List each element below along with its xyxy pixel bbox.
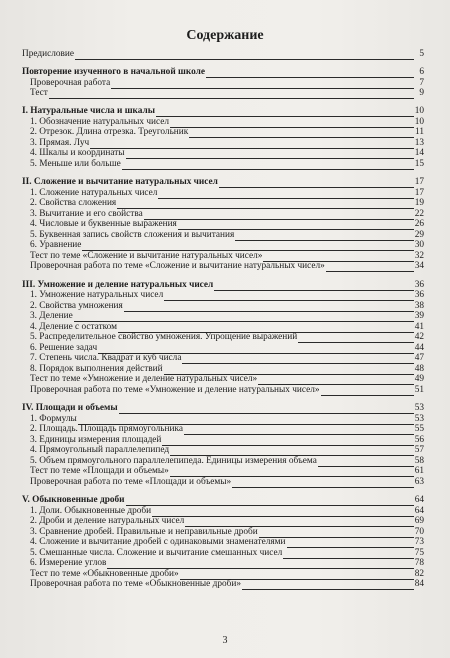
- toc-entry-page: 36: [414, 279, 424, 290]
- toc-entry-label: 4. Шкалы и координаты: [30, 148, 125, 159]
- toc-entry-label: 2. Свойства сложения: [30, 198, 117, 209]
- toc-entry-page: 55: [414, 424, 424, 435]
- toc-entry-page: 38: [414, 300, 424, 311]
- toc-entry-page: 57: [414, 445, 424, 456]
- toc-entry-page: 17: [414, 177, 424, 187]
- toc-leader-line: [326, 271, 414, 272]
- toc-entry-page: 7: [419, 77, 424, 88]
- toc-entry-page: 13: [414, 137, 424, 148]
- toc-entry-label: 1. Умножение натуральных чисел: [30, 290, 164, 300]
- toc-entry-page: 22: [414, 208, 424, 219]
- toc-entry-page: 51: [414, 385, 424, 395]
- toc-entry-page: 58: [414, 455, 424, 466]
- toc-entry-label: 5. Смешанные числа. Сложение и вычитание смешанных чисел: [30, 547, 283, 558]
- toc-entry-label: 1. Сложение натуральных чисел: [30, 187, 158, 198]
- toc-entry-label: 3. Вычитание и его свойства: [30, 208, 143, 219]
- toc-entry-page: 32: [414, 250, 424, 261]
- toc-entry-page: 48: [414, 363, 424, 374]
- toc-entry-label: 5. Распределительное свойство умножения. Упрощение выражений: [30, 332, 298, 343]
- toc-entry-label: I. Натуральные числа и шкалы: [22, 106, 155, 117]
- toc-entry-page: 17: [414, 187, 424, 198]
- toc-entry-label: Проверочная работа: [30, 77, 111, 88]
- toc-entry-page: 70: [414, 526, 424, 537]
- toc-entry-label: 1. Доли. Обыкновенные дроби: [30, 505, 152, 516]
- toc-entry-label: Тест: [30, 88, 48, 99]
- toc-entry-label: 4. Числовые и буквенные выражения: [30, 219, 177, 230]
- toc-leader-line: [49, 98, 414, 99]
- toc-entry-page: 15: [414, 158, 424, 169]
- toc-entry-label: 7. Степень числа. Квадрат и куб числа: [30, 353, 182, 364]
- toc-entry-page: 69: [414, 516, 424, 526]
- toc-entry-label: 3. Прямая. Луч: [30, 137, 90, 148]
- toc-entry: [0, 79, 450, 90]
- toc-entry-page: 11: [415, 127, 424, 138]
- toc-entry-label: 3. Деление: [30, 311, 73, 322]
- toc-entry-page: 84: [414, 579, 424, 590]
- toc-entry-label: V. Обыкновенные дроби: [22, 494, 125, 505]
- toc-entry-page: 41: [414, 321, 424, 332]
- toc-entry-page: 61: [414, 466, 424, 477]
- toc-entry-label: 2. Свойства умножения: [30, 300, 123, 311]
- toc-entry-label: 5. Меньше или больше: [30, 158, 121, 169]
- toc-entry-page: 10: [414, 106, 424, 117]
- toc-entry-page: 75: [414, 547, 424, 558]
- toc-entry-label: 5. Объем прямоугольного параллелепипеда. Единицы измерения объема: [30, 455, 317, 466]
- toc-entry-page: 34: [414, 261, 424, 272]
- toc-entry-label: Предисловие: [22, 49, 74, 59]
- toc-entry-label: 1. Обозначение натуральных чисел: [30, 116, 170, 127]
- toc-entry-page: 82: [414, 568, 424, 579]
- toc-entry: [0, 89, 450, 100]
- toc-entry-label: Тест по теме «Умножение и деление натуральных чисел»: [30, 374, 258, 385]
- toc-entry-label: 5. Буквенная запись свойств сложения и вычитания: [30, 229, 235, 240]
- toc-entry-label: 2. Площадь. Площадь прямоугольника: [30, 424, 183, 435]
- toc-entry-page: 42: [414, 332, 424, 343]
- toc-entry-label: Проверочная работа по теме «Площади и объемы»: [30, 476, 232, 487]
- toc-entry-label: Тест по теме «Обыкновенные дроби»: [30, 568, 179, 579]
- toc-entry-label: 4. Сложение и вычитание дробей с одинаковыми знаменателями: [30, 537, 286, 548]
- toc-entry-label: IV. Площади и объемы: [22, 403, 118, 413]
- toc-entry-page: 64: [414, 505, 424, 516]
- toc-entry-label: 4. Деление с остатком: [30, 321, 118, 332]
- page-title: Содержание: [186, 28, 264, 43]
- toc-entry-page: 56: [414, 434, 424, 445]
- toc-leader-line: [242, 589, 414, 590]
- toc-entry-page: 53: [414, 403, 424, 413]
- toc-entry-page: 29: [414, 229, 424, 240]
- toc-entry-label: Повторение изученного в начальной школе: [22, 67, 205, 78]
- toc-entry-label: 6. Уравнение: [30, 240, 82, 251]
- toc-entry-page: 49: [414, 374, 424, 385]
- toc-leader-line: [122, 169, 414, 170]
- toc-entry-page: 5: [419, 49, 424, 59]
- toc-leader-line: [232, 487, 414, 488]
- toc-entry-page: 39: [414, 311, 424, 322]
- toc-entry-page: 14: [414, 148, 424, 159]
- toc-entry: [0, 262, 450, 273]
- toc-entry-page: 10: [414, 116, 424, 127]
- toc-entry-page: 19: [414, 198, 424, 209]
- toc-entry: [0, 160, 450, 171]
- toc-entry-label: Проверочная работа по теме «Сложение и вычитание натуральных чисел»: [30, 261, 325, 272]
- toc-entry: [0, 386, 450, 397]
- toc-entry-label: III. Умножение и деление натуральных чисел: [22, 279, 214, 290]
- toc-entry-page: 78: [414, 558, 424, 569]
- toc-entry-label: 6. Решение задач: [30, 342, 98, 353]
- toc-entry-label: 6. Измерение углов: [30, 558, 107, 569]
- toc-entry-label: 3. Единицы измерения площадей: [30, 434, 162, 445]
- toc-entry-page: 36: [414, 290, 424, 300]
- toc-entry-page: 44: [414, 342, 424, 353]
- toc-entry-label: Проверочная работа по теме «Обыкновенные дроби»: [30, 579, 242, 590]
- toc-entry: [0, 478, 450, 489]
- toc-entry-page: 64: [414, 494, 424, 505]
- toc-entry-label: 4. Прямоугольный параллелепипед: [30, 445, 170, 456]
- toc-entry: [0, 50, 450, 61]
- toc-entry-page: 30: [414, 240, 424, 251]
- toc-entry-page: 6: [419, 67, 424, 78]
- toc-entry-label: 8. Порядок выполнения действий: [30, 363, 163, 374]
- toc-entry-page: 53: [414, 413, 424, 424]
- toc-entry-label: II. Сложение и вычитание натуральных чисел: [22, 177, 218, 187]
- toc-entry-page: 63: [414, 476, 424, 487]
- toc-entry-label: 2. Отрезок. Длина отрезка. Треугольник: [30, 127, 189, 138]
- toc-leader-line: [75, 59, 414, 60]
- toc-entry-label: Тест по теме «Площади и объемы»: [30, 466, 169, 477]
- toc-entry-label: Тест по теме «Сложение и вычитание натуральных чисел»: [30, 250, 263, 261]
- toc-entry-page: 73: [414, 537, 424, 548]
- toc-entry-label: 1. Формулы: [30, 413, 77, 424]
- toc-entry-page: 47: [414, 353, 424, 364]
- toc-entry-page: 9: [419, 88, 424, 99]
- toc-entry-label: Проверочная работа по теме «Умножение и деление натуральных чисел»: [30, 385, 320, 395]
- toc-leader-line: [321, 395, 414, 396]
- toc-entry-page: 26: [414, 219, 424, 230]
- toc-entry-label: 2. Дроби и деление натуральных чисел: [30, 516, 185, 526]
- toc-entry-label: 3. Сравнение дробей. Правильные и неправильные дроби: [30, 526, 258, 537]
- toc-entry: [0, 580, 450, 591]
- page-number: 3: [222, 635, 228, 646]
